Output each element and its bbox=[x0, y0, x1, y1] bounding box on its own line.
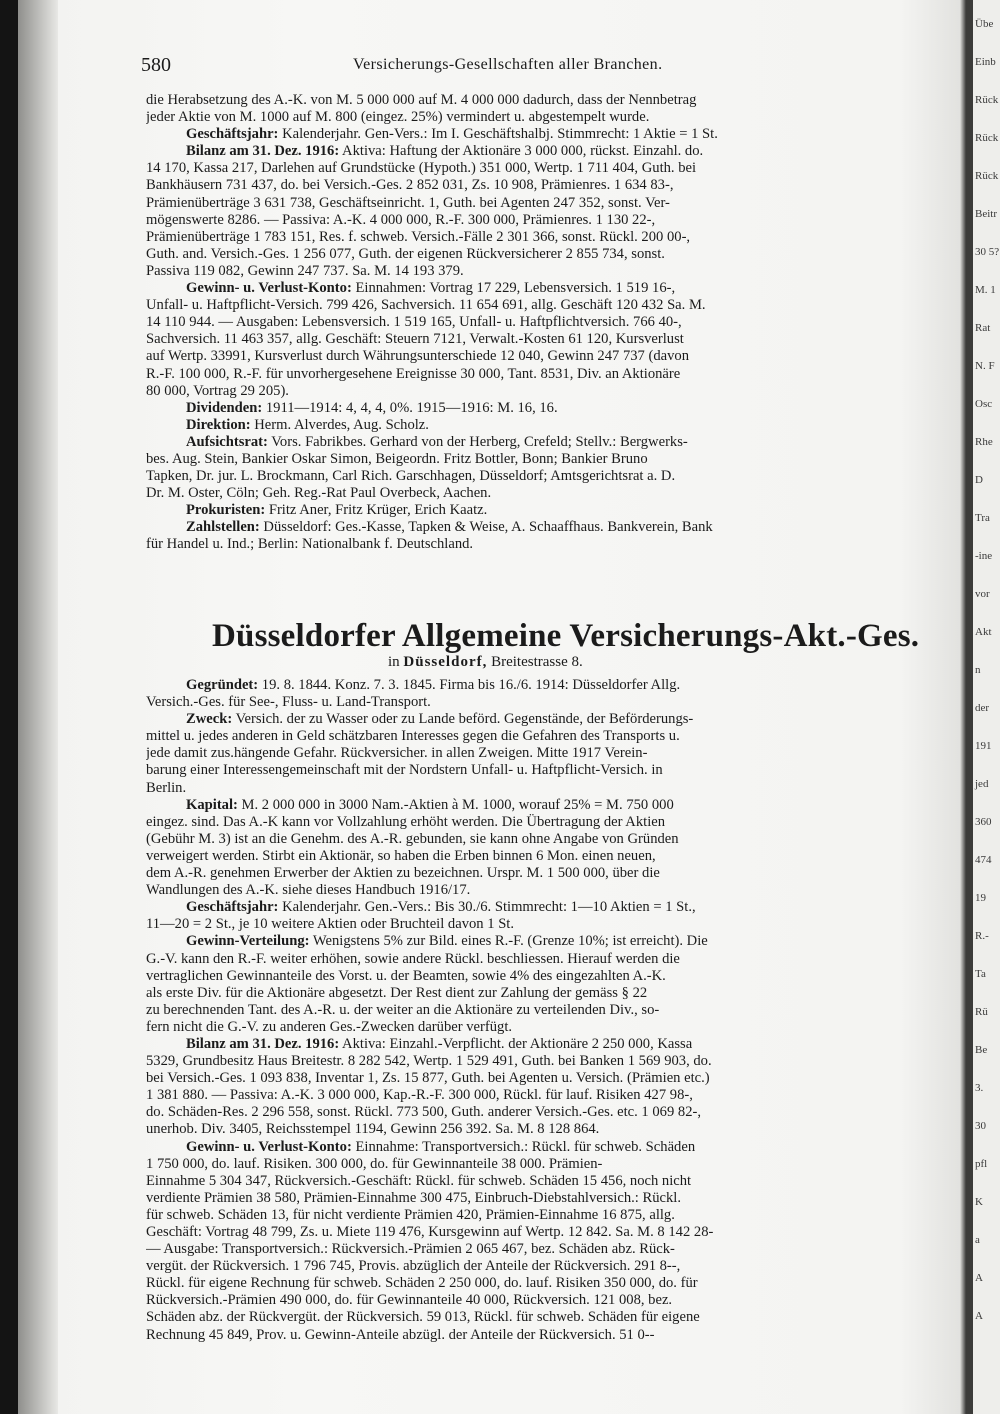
adjacent-page-fragment: 474 bbox=[975, 854, 992, 866]
adjacent-page-fragment: Rück bbox=[975, 94, 999, 106]
text-line: Gegründet: 19. 8. 1844. Konz. 7. 3. 1845. Firma bis 16./6. 1914: Düsseldorfer Allg. bbox=[186, 677, 681, 693]
adjacent-page-fragment: n bbox=[975, 664, 981, 676]
adjacent-page-fragment: jed bbox=[975, 778, 989, 790]
text-line: Bilanz am 31. Dez. 1916: Aktiva: Haftung der Aktionäre 3 000 000, rückst. Einzahl. do. bbox=[186, 143, 704, 160]
text-line: zu berechnenden Tant. des A.-R. u. der weiter an die Aktionäre zu verteilenden Div., so- bbox=[146, 1001, 660, 1018]
section-label: Aufsichtsrat: bbox=[186, 433, 268, 450]
text-line: Geschäftsjahr: Kalenderjahr. Gen-Vers.: Im I. Geschäftshalbj. Stimmrecht: 1 Aktie = 1 St. bbox=[186, 126, 718, 143]
adjacent-page-fragment: Übe bbox=[975, 18, 994, 30]
text-line: 14 170, Kassa 217, Darlehen auf Grundstücke (Hypoth.) 351 000, Wertp. 1 711 404, Guth. bei bbox=[146, 160, 697, 177]
section-label: Bilanz am 31. Dez. 1916: bbox=[186, 1035, 340, 1052]
text-line: 80 000, Vortrag 29 205). bbox=[146, 382, 289, 399]
section-label: Prokuristen: bbox=[186, 502, 266, 519]
section-label: Dividenden: bbox=[186, 399, 263, 416]
adjacent-page-fragment: D bbox=[975, 474, 983, 486]
text-line: dem A.-R. genehmen Erwerber der Aktien zu bezeichnen. Urspr. M. 1 500 000, über die bbox=[146, 865, 660, 882]
adjacent-page-fragment: der bbox=[975, 702, 990, 714]
adjacent-page-fragment: vor bbox=[975, 588, 990, 600]
section-label: Zweck: bbox=[186, 711, 233, 728]
adjacent-page-fragment: K bbox=[975, 1196, 983, 1208]
text-line: Dividenden: 1911—1914: 4, 4, 4, 0%. 1915—1916: M. 16, 16. bbox=[186, 399, 558, 416]
section-label: Direktion: bbox=[186, 416, 251, 433]
text-line: Rückl. für eigene Rechnung für schweb. Schäden 2 250 000, do. lauf. Risiken 350 000, do. für bbox=[146, 1275, 698, 1292]
text-line: jeder Aktie von M. 1000 auf M. 800 (eingez. 25%) vermindert u. abgestempelt wurde. bbox=[146, 109, 650, 126]
section-label: Gegründet: bbox=[186, 677, 259, 693]
section-label: Geschäftsjahr: bbox=[186, 899, 279, 916]
text-line: Geschäftsjahr: Kalenderjahr. Gen.-Vers.: Bis 30./6. Stimmrecht: 1—10 Aktien = 1 St., bbox=[186, 899, 696, 916]
text-line: Prämienüberträge 1 783 151, Res. f. schweb. Versich.-Fälle 2 301 366, sonst. Rückl. 200 00-, bbox=[146, 228, 691, 245]
section-label: Geschäftsjahr: bbox=[186, 126, 279, 143]
company-location bbox=[388, 654, 583, 671]
location-city: Düsseldorf, bbox=[403, 654, 488, 670]
section-label: Gewinn- u. Verlust-Konto: bbox=[186, 280, 352, 297]
location-street: Breitestrasse 8. bbox=[491, 654, 583, 670]
section-label: Kapital: bbox=[186, 796, 238, 813]
text-line: Passiva 119 082, Gewinn 247 737. Sa. M. 14 193 379. bbox=[146, 262, 464, 279]
adjacent-page-fragment: Tra bbox=[975, 512, 990, 524]
adjacent-page-fragment: M. 1 bbox=[975, 284, 996, 296]
company-entry-body bbox=[146, 677, 960, 1344]
text-line: als erste Div. für die Aktionäre abgesetzt. Der Rest dient zur Zahlung der gemäss § 22 bbox=[146, 984, 648, 1001]
adjacent-page-fragment: 30 5? bbox=[975, 246, 1000, 258]
text-line: für Handel u. Ind.; Berlin: Nationalbank f. Deutschland. bbox=[146, 536, 474, 553]
text-line: Geschäft: Vortrag 48 799, Zs. u. Miete 119 476, Kursgewinn auf Wertp. 12 842. Sa. M. 8 142 28- bbox=[146, 1224, 714, 1240]
text-line: Bankhäusern 731 437, do. bei Versich.-Ges. 2 852 031, Zs. 10 908, Prämienres. 1 634 83-, bbox=[146, 177, 674, 194]
previous-company-entry bbox=[146, 92, 960, 554]
adjacent-page-fragment: N. F bbox=[975, 360, 995, 372]
adjacent-page-fragment: a bbox=[975, 1234, 980, 1246]
adjacent-page-fragment: pfl bbox=[975, 1158, 988, 1170]
page-number: 580 bbox=[141, 54, 171, 76]
text-line: — Ausgabe: Transportversich.: Rückversich.-Prämien 2 065 467, bez. Schäden abz. Rück- bbox=[146, 1241, 675, 1258]
adjacent-page-fragment: 191 bbox=[975, 740, 992, 752]
text-line: Prokuristen: Fritz Aner, Fritz Krüger, Erich Kaatz. bbox=[186, 502, 488, 519]
text-line: Zweck: Versich. der zu Wasser oder zu Lande beförd. Gegenstände, der Beförderungs- bbox=[186, 711, 694, 728]
text-line: Direktion: Herm. Alverdes, Aug. Scholz. bbox=[186, 416, 429, 433]
text-line: mittel u. jedes anderen in Geld schätzbaren Interesses gegen die Gefahren des Transports u. bbox=[146, 728, 680, 745]
page-edge-line bbox=[966, 0, 973, 1414]
adjacent-page-fragment: Rück bbox=[975, 170, 999, 182]
text-line: 11—20 = 2 St., je 10 weitere Aktien oder Bruchteil davon 1 St. bbox=[146, 916, 515, 933]
text-line: Guth. and. Versich.-Ges. 1 256 077, Guth. der eigenen Rückversicherer 2 855 734, sonst. bbox=[146, 245, 665, 262]
page-curl-shade bbox=[18, 0, 58, 1414]
section-label: Gewinn- u. Verlust-Konto: bbox=[186, 1138, 352, 1155]
adjacent-page-fragment: 19 bbox=[975, 892, 986, 904]
text-line: do. Schäden-Res. 2 296 558, sonst. Rückl. 773 500, Guth. anderer Versich.-Ges. etc. 1 069 82-, bbox=[146, 1104, 702, 1121]
text-line: Tapken, Dr. jur. L. Brockmann, Carl Rich. Garschhagen, Düsseldorf; Amtsgerichtsrat a. D. bbox=[146, 468, 676, 485]
adjacent-page-fragment: Rück bbox=[975, 132, 999, 144]
text-line: vertraglichen Gewinnanteile des Vorst. u. der Beamten, sowie 4% des eingezahlten A.-K. bbox=[146, 967, 666, 984]
text-line: verdiente Prämien 38 580, Prämien-Einnahme 300 475, Einbruch-Diebstahlversich.: Rückl. bbox=[146, 1189, 681, 1206]
text-line: (Gebühr M. 3) ist an die Genehm. des A.-R. gebunden, sie kann ohne Angabe von Gründen bbox=[146, 830, 679, 847]
adjacent-page-fragment: Rü bbox=[975, 1006, 988, 1018]
text-line: jede damit zus.hängende Gefahr. Rückversicher. in allen Zweigen. Mitte 1917 Verein- bbox=[146, 745, 648, 762]
text-line: bei Versich.-Ges. 1 093 838, Inventar 1, Zs. 15 877, Guth. bei Agenten u. Versich. (Prämien etc.) bbox=[146, 1070, 710, 1087]
adjacent-page-fragment: Osc bbox=[975, 398, 993, 410]
section-label: Zahlstellen: bbox=[186, 519, 260, 536]
section-label: Gewinn-Verteilung: bbox=[186, 933, 310, 950]
adjacent-page-strip bbox=[973, 0, 1000, 1414]
text-line: Gewinn- u. Verlust-Konto: Einnahme: Transportversich.: Rückl. für schweb. Schäden bbox=[186, 1138, 696, 1155]
adjacent-page-fragment: A bbox=[975, 1272, 983, 1284]
location-prefix: in bbox=[388, 654, 400, 670]
text-line: fern nicht die G.-V. zu anderen Ges.-Zwecken darüber verfügt. bbox=[146, 1018, 513, 1035]
text-line: auf Wertp. 33991, Kursverlust durch Währungsunterschiede 12 040, Gewinn 247 737 (davon bbox=[146, 348, 690, 365]
adjacent-page-fragment: Akt bbox=[975, 626, 992, 638]
text-line: Rechnung 45 849, Prov. u. Gewinn-Anteile abzügl. der Anteile der Rückversich. 51 0-- bbox=[146, 1326, 655, 1343]
adjacent-page-fragment: Einb bbox=[975, 56, 996, 68]
adjacent-page-fragment: 30 bbox=[975, 1120, 986, 1132]
adjacent-page-fragment: 3. bbox=[975, 1082, 984, 1094]
text-line: Unfall- u. Haftpflicht-Versich. 799 426, Sachversich. 11 654 691, allg. Geschäft 120 432 Sa. M. bbox=[146, 297, 706, 314]
adjacent-page-fragment: R.- bbox=[975, 930, 989, 942]
text-line: für schweb. Schäden 13, für nicht verdiente Prämien 420, Prämien-Einnahme 16 875, allg. bbox=[146, 1206, 675, 1223]
adjacent-page-fragment: Rhe bbox=[975, 436, 993, 448]
adjacent-page-fragment: 360 bbox=[975, 816, 992, 828]
text-line: Schäden abz. der Rückvergüt. der Rückversich. 59 013, Rückl. für schweb. Schäden für eigene bbox=[146, 1309, 700, 1326]
adjacent-page-fragment: Be bbox=[975, 1044, 988, 1056]
text-line: 1 750 000, do. lauf. Risiken. 300 000, do. für Gewinnanteile 38 000. Prämien- bbox=[146, 1155, 603, 1172]
running-head: Versicherungs-Gesellschaften aller Branchen. bbox=[353, 56, 663, 73]
text-line: Versich.-Ges. für See-, Fluss- u. Land-Transport. bbox=[146, 694, 431, 711]
text-line: barung einer Interessengemeinschaft mit der Nordstern Unfall- u. Haftpflicht-Versich. in bbox=[146, 762, 663, 779]
text-line: Sachversich. 11 463 357, allg. Geschäft: Steuern 7121, Verwalt.-Kosten 61 120, Kursverlust bbox=[146, 331, 684, 348]
text-line: Gewinn- u. Verlust-Konto: Einnahmen: Vortrag 17 229, Lebensversich. 1 519 16-, bbox=[186, 280, 676, 297]
text-line: Kapital: M. 2 000 000 in 3000 Nam.-Aktien à M. 1000, worauf 25% = M. 750 000 bbox=[186, 796, 674, 813]
text-line: 5329, Grundbesitz Haus Breitestr. 8 282 542, Wertp. 1 529 491, Guth. bei Banken 1 569 903, do. bbox=[146, 1053, 712, 1070]
text-line: eingez. sind. Das A.-K kann vor Vollzahlung erhöht werden. Die Übertragung der Aktien bbox=[146, 813, 666, 830]
text-line: Bilanz am 31. Dez. 1916: Aktiva: Einzahl.-Verpflicht. der Aktionäre 2 250 000, Kassa bbox=[186, 1035, 693, 1052]
text-line: Gewinn-Verteilung: Wenigstens 5% zur Bild. eines R.-F. (Grenze 10%; ist erreicht). Die bbox=[186, 933, 708, 950]
adjacent-page-fragment: Rat bbox=[975, 322, 991, 334]
text-line: Berlin. bbox=[146, 779, 187, 796]
text-line: Aufsichtsrat: Vors. Fabrikbes. Gerhard von der Herberg, Crefeld; Stellv.: Bergwerks- bbox=[186, 433, 688, 450]
text-line: Rückversich.-Prämien 490 000, do. für Gewinnanteile 40 000, Rückversich. 121 008, bez. bbox=[146, 1292, 673, 1309]
text-line: die Herabsetzung des A.-K. von M. 5 000 000 auf M. 4 000 000 dadurch, dass der Nennbetrag bbox=[146, 92, 697, 108]
text-line: vergüt. der Rückversich. 1 796 745, Provis. abzüglich der Anteile der Rückversich. 291 8--, bbox=[146, 1258, 681, 1275]
text-line: bes. Aug. Stein, Bankier Oskar Simon, Beigeordn. Fritz Bottler, Bonn; Bankier Bruno bbox=[146, 450, 648, 467]
text-line: Wandlungen des A.-K. siehe dieses Handbuch 1916/17. bbox=[146, 882, 471, 899]
text-line: R.-F. 100 000, R.-F. für unvorhergesehene Ereignisse 30 000, Tant. 8531, Div. an Aktionäre bbox=[146, 365, 681, 382]
text-line: unerhob. Div. 3405, Reichsstempel 1194, Gewinn 256 392. Sa. M. 8 128 864. bbox=[146, 1121, 600, 1138]
text-line: Dr. M. Oster, Cöln; Geh. Reg.-Rat Paul Overbeck, Aachen. bbox=[146, 485, 492, 502]
text-line: mögenswerte 8286. — Passiva: A.-K. 4 000 000, R.-F. 300 000, Prämienres. 1 130 22-, bbox=[146, 211, 656, 228]
adjacent-page-fragment: -ine bbox=[975, 550, 993, 562]
adjacent-page-fragment: A bbox=[975, 1310, 983, 1322]
page-header bbox=[141, 54, 961, 80]
text-line: 14 110 944. — Ausgaben: Lebensversich. 1 519 165, Unfall- u. Haftpflichtversich. 766 40-, bbox=[146, 314, 682, 331]
text-line: Einnahme 5 304 347, Rückversich.-Geschäft: Rückl. für schweb. Schäden 15 456, noch nicht bbox=[146, 1172, 692, 1189]
text-line: Prämienüberträge 3 631 738, Geschäftseinricht. 1, Guth. bei Agenten 247 352, sonst. Ver- bbox=[146, 194, 670, 211]
text-line: verweigert werden. Stirbt ein Aktionär, so haben die Erben binnen 6 Mon. einen neuen, bbox=[146, 847, 656, 864]
text-line: 1 381 880. — Passiva: A.-K. 3 000 000, Kap.-R.-F. 300 000, Rückl. für lauf. Risiken 427 98-, bbox=[146, 1087, 693, 1104]
adjacent-page-fragment: Ta bbox=[975, 968, 986, 980]
text-line: Zahlstellen: Düsseldorf: Ges.-Kasse, Tapken & Weise, A. Schaaffhaus. Bankverein, Bank bbox=[186, 519, 713, 536]
book-gutter-shadow bbox=[0, 0, 18, 1414]
company-title: Düsseldorfer Allgemeine Versicherungs-Akt.-Ges. bbox=[212, 618, 920, 654]
section-label: Bilanz am 31. Dez. 1916: bbox=[186, 143, 340, 160]
text-line: G.-V. kann den R.-F. weiter erhöhen, sowie andere Rückl. beschliessen. Hierauf werden die bbox=[146, 950, 680, 967]
adjacent-page-fragment: Beitr bbox=[975, 208, 997, 220]
